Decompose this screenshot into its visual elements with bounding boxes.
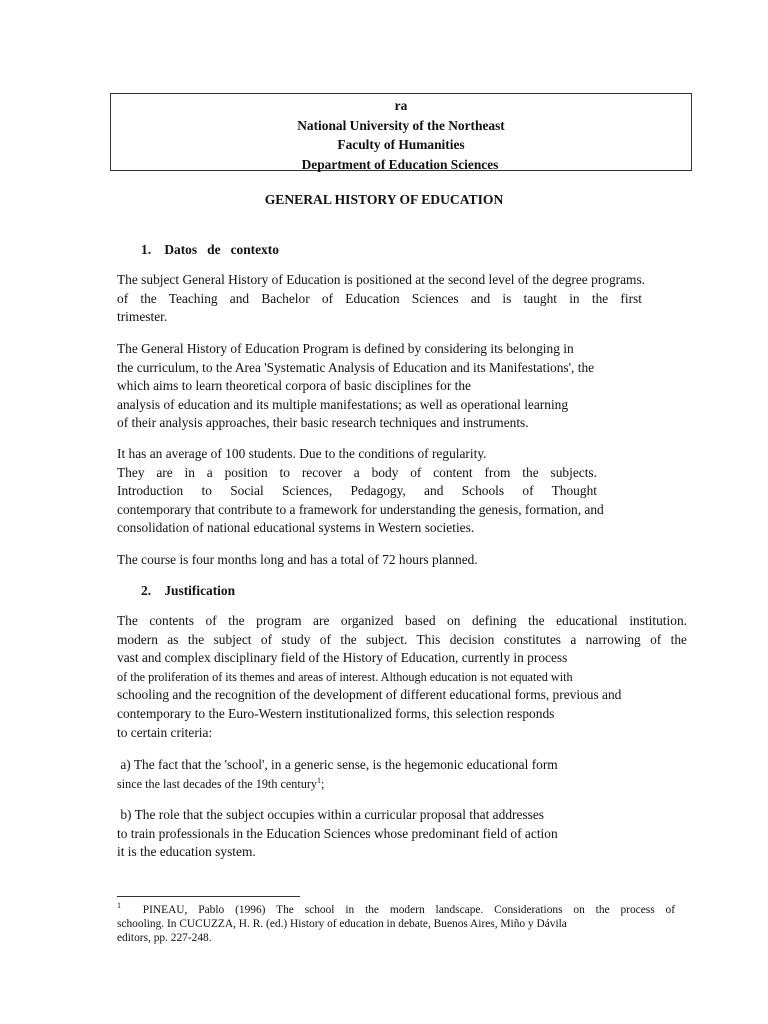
section-1-paragraph-1 xyxy=(117,271,646,327)
text-line: trimester. xyxy=(117,309,168,325)
text-line: modern as the subject of study of the subject. This decision constitutes a narrowing of the xyxy=(117,631,687,647)
criterion-b xyxy=(117,806,642,862)
section-1-paragraph-3 xyxy=(117,445,604,538)
footnote-marker: 1 xyxy=(117,901,121,911)
text-line: a) The fact that the 'school', in a generic sense, is the hegemonic educational form xyxy=(117,757,558,772)
text-line: b) The role that the subject occupies within a curricular proposal that addresses xyxy=(117,807,544,822)
footnote-line xyxy=(117,903,675,917)
department-name: Department of Education Sciences xyxy=(301,156,499,172)
section-2-heading xyxy=(141,583,235,599)
text-line: of their analysis approaches, their basic research techniques and instruments. xyxy=(117,415,529,431)
footnote-divider xyxy=(117,896,300,897)
text-line xyxy=(117,775,642,794)
university-name: National University of the Northeast xyxy=(297,117,505,133)
criterion-a xyxy=(117,756,642,793)
text-fragment: ; xyxy=(321,776,325,791)
text-line: consolidation of national educational systems in Western societies. xyxy=(117,520,475,536)
text-line: to train professionals in the Education Sciences whose predominant field of action xyxy=(117,825,558,841)
document-header-box xyxy=(110,93,692,171)
header-line-1: ra xyxy=(394,98,408,113)
section-1-paragraph-2 xyxy=(117,340,642,433)
section-2-title: Justification xyxy=(164,583,236,598)
text-line: vast and complex disciplinary field of the History of Education, currently in process xyxy=(117,650,568,666)
footnote-line: editors, pp. 227-248. xyxy=(117,932,212,944)
text-line: it is the education system. xyxy=(117,844,256,860)
section-2-number: 2. xyxy=(141,583,152,598)
text-line: The subject General History of Education is positioned at the second level of the degree programs. xyxy=(117,272,646,287)
footnote xyxy=(117,903,675,945)
text-line: contemporary to the Euro-Western institutionalized forms, this selection responds xyxy=(117,705,555,721)
text-line: which aims to learn theoretical corpora of basic disciplines for the xyxy=(117,378,471,394)
text-line: The course is four months long and has a total of 72 hours planned. xyxy=(117,552,478,567)
section-1-number: 1. xyxy=(141,242,152,257)
text-line: The General History of Education Program is defined by considering its belonging in xyxy=(117,341,574,356)
text-line: It has an average of 100 students. Due to the conditions of regularity. xyxy=(117,446,487,461)
document-title: GENERAL HISTORY OF EDUCATION xyxy=(264,192,504,207)
text-fragment: since the last decades of the 19th century xyxy=(117,776,318,791)
text-line: analysis of education and its multiple manifestations; as well as operational learning xyxy=(117,396,569,412)
text-line: contemporary that contribute to a framework for understanding the genesis, formation, and xyxy=(117,501,604,517)
text-line: The contents of the program are organized based on defining the educational institution. xyxy=(117,613,687,628)
text-fragment: PINEAU, Pablo (1996) The school in the modern landscape. Considerations on the process of xyxy=(142,904,675,916)
text-line: schooling and the recognition of the development of different educational forms, previous and xyxy=(117,687,622,703)
footnote-line: schooling. In CUCUZZA, H. R. (ed.) History of education in debate, Buenos Aires, Miño y Dávila xyxy=(117,918,567,930)
footnote-reference: 1 xyxy=(317,775,322,785)
section-1-title: Datos de contexto xyxy=(164,242,279,257)
section-1-paragraph-4 xyxy=(117,551,642,570)
text-line: of the proliferation of its themes and areas of interest. Although education is not equated with xyxy=(117,669,573,684)
section-2-paragraph-1 xyxy=(117,612,687,742)
section-1-heading xyxy=(141,242,279,258)
text-line: Introduction to Social Sciences, Pedagogy, and Schools of Thought xyxy=(117,483,597,499)
text-line: to certain criteria: xyxy=(117,724,213,740)
text-line: They are in a position to recover a body of content from the subjects. xyxy=(117,464,597,480)
faculty-name: Faculty of Humanities xyxy=(337,137,465,152)
text-line: of the Teaching and Bachelor of Education Sciences and is taught in the first xyxy=(117,290,642,306)
text-line: the curriculum, to the Area 'Systematic Analysis of Education and its Manifestations', the xyxy=(117,359,595,375)
